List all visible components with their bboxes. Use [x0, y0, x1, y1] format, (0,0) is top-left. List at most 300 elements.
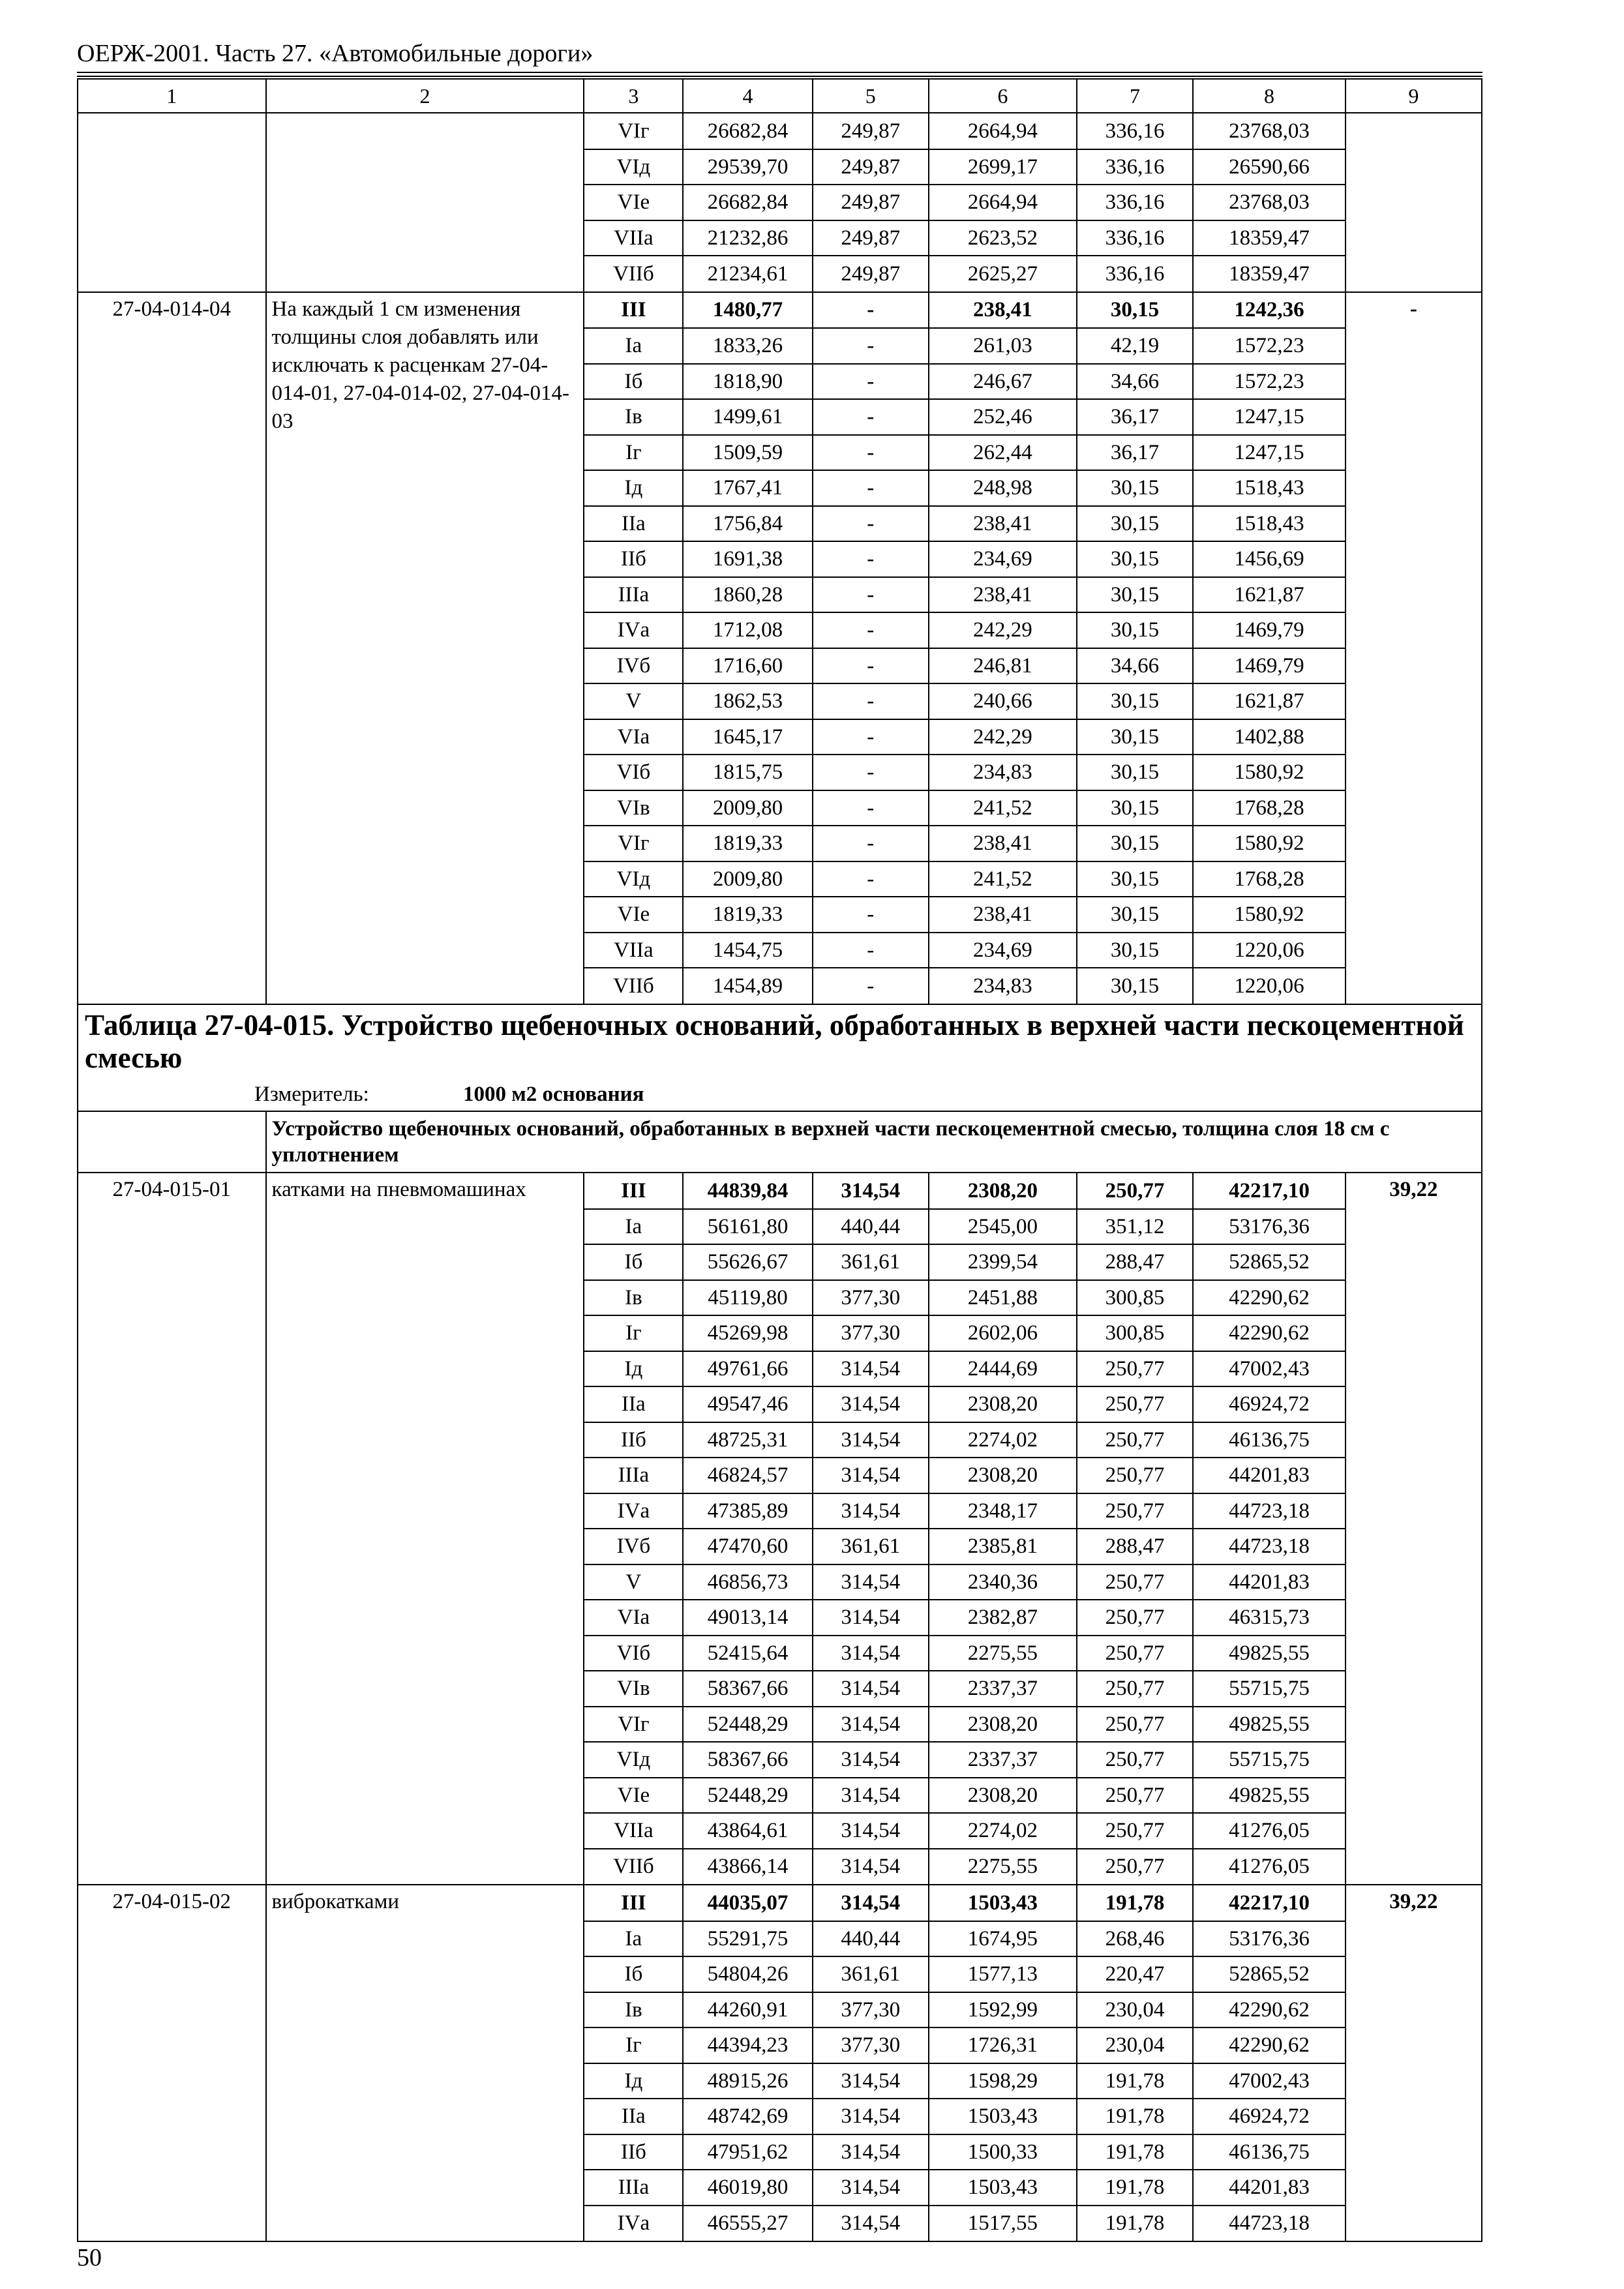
- rate-description: [266, 364, 584, 400]
- rate-value: 377,30: [813, 1280, 929, 1316]
- rate-value: 230,04: [1077, 1992, 1193, 2028]
- rate-value: 314,54: [813, 1813, 929, 1849]
- rate-description: [266, 2099, 584, 2134]
- table-row: [78, 2134, 1482, 2170]
- rate-value: 249,87: [813, 149, 929, 185]
- labor-cost: [1346, 1742, 1482, 1778]
- rate-description: [266, 648, 584, 684]
- rate-value: 49547,46: [683, 1386, 812, 1422]
- table-row: [78, 113, 1482, 149]
- rate-value: 250,77: [1077, 1742, 1193, 1778]
- rate-value: 44839,84: [683, 1173, 812, 1209]
- rate-code: [78, 683, 266, 719]
- rate-value: 314,54: [813, 1600, 929, 1636]
- rate-code: [78, 1244, 266, 1280]
- rate-value: 1691,38: [683, 541, 812, 577]
- rate-value: 248,98: [929, 470, 1077, 506]
- labor-cost: [1346, 541, 1482, 577]
- table-row: [78, 506, 1482, 542]
- rate-code: [78, 1529, 266, 1564]
- rate-value: 288,47: [1077, 1244, 1193, 1280]
- column-number: 5: [813, 79, 929, 113]
- rate-description: [266, 1422, 584, 1458]
- rate-value: 55626,67: [683, 1244, 812, 1280]
- rate-value: 314,54: [813, 1849, 929, 1885]
- rate-value: 30,15: [1077, 861, 1193, 897]
- rate-value: 250,77: [1077, 1707, 1193, 1743]
- table-row: [78, 1244, 1482, 1280]
- rate-value: 1454,75: [683, 933, 812, 968]
- table-row: [78, 968, 1482, 1004]
- table-row: [78, 470, 1482, 506]
- rate-value: -: [813, 399, 929, 435]
- table-row: [78, 256, 1482, 292]
- rate-description: [266, 2134, 584, 2170]
- rate-value: 46555,27: [683, 2206, 812, 2242]
- labor-cost: [1346, 897, 1482, 933]
- rates-table: [77, 78, 1482, 2242]
- rate-value: 45269,98: [683, 1315, 812, 1351]
- rate-value: 46924,72: [1193, 2099, 1345, 2134]
- labor-cost: [1346, 790, 1482, 826]
- rate-value: 30,15: [1077, 933, 1193, 968]
- rate-description: [266, 1280, 584, 1316]
- rate-value: 1500,33: [929, 2134, 1077, 2170]
- rate-value: 1469,79: [1193, 612, 1345, 648]
- measure-cell: [78, 1078, 1482, 1112]
- rate-value: 262,44: [929, 435, 1077, 471]
- rate-value: -: [813, 790, 929, 826]
- rate-value: 1860,28: [683, 577, 812, 613]
- column-number: 8: [1193, 79, 1345, 113]
- labor-cost: [1346, 149, 1482, 185]
- labor-cost: [1346, 968, 1482, 1004]
- rate-value: 2625,27: [929, 256, 1077, 292]
- rate-value: 314,54: [813, 1742, 929, 1778]
- zone-class: IVб: [584, 648, 683, 684]
- rate-value: -: [813, 968, 929, 1004]
- rate-value: 2009,80: [683, 861, 812, 897]
- rate-value: 361,61: [813, 1956, 929, 1992]
- rate-code: 27-04-015-01: [78, 1173, 266, 1209]
- table-row: [78, 826, 1482, 861]
- rate-code: [78, 470, 266, 506]
- rate-value: 1503,43: [929, 2099, 1077, 2134]
- zone-class: VIв: [584, 790, 683, 826]
- rate-value: 440,44: [813, 1209, 929, 1245]
- rate-code: [78, 1600, 266, 1636]
- rate-value: -: [813, 826, 929, 861]
- rate-value: 238,41: [929, 826, 1077, 861]
- measure-label: Измеритель:: [254, 1082, 369, 1106]
- column-number: 6: [929, 79, 1077, 113]
- zone-class: VIIб: [584, 968, 683, 1004]
- zone-class: IVа: [584, 2206, 683, 2242]
- rate-description: [266, 149, 584, 185]
- rate-description: [266, 861, 584, 897]
- labor-cost: [1346, 1921, 1482, 1957]
- labor-cost: [1346, 577, 1482, 613]
- rate-value: 55715,75: [1193, 1671, 1345, 1707]
- rate-value: 1621,87: [1193, 683, 1345, 719]
- labor-cost: [1346, 2027, 1482, 2063]
- rate-value: 30,15: [1077, 612, 1193, 648]
- rate-description: [266, 968, 584, 1004]
- zone-class: VIд: [584, 1742, 683, 1778]
- rate-description: [266, 1173, 584, 1209]
- rate-value: 249,87: [813, 220, 929, 256]
- rate-value: 336,16: [1077, 220, 1193, 256]
- labor-cost: [1346, 328, 1482, 364]
- rate-value: -: [813, 364, 929, 400]
- rate-value: 1645,17: [683, 719, 812, 755]
- zone-class: Iг: [584, 435, 683, 471]
- rate-value: 314,54: [813, 1386, 929, 1422]
- zone-class: III: [584, 1173, 683, 1209]
- zone-class: VIе: [584, 897, 683, 933]
- rate-value: 2009,80: [683, 790, 812, 826]
- rate-value: 1242,36: [1193, 292, 1345, 329]
- zone-class: Iд: [584, 1351, 683, 1387]
- rate-code: [78, 328, 266, 364]
- rate-value: 2385,81: [929, 1529, 1077, 1564]
- rate-description: [266, 1636, 584, 1671]
- rate-value: 58367,66: [683, 1671, 812, 1707]
- labor-cost: [1346, 612, 1482, 648]
- rate-description: [266, 1315, 584, 1351]
- rate-description: [266, 1244, 584, 1280]
- zone-class: Iв: [584, 1280, 683, 1316]
- rate-value: 36,17: [1077, 435, 1193, 471]
- rate-value: 314,54: [813, 1493, 929, 1529]
- zone-class: VIIб: [584, 1849, 683, 1885]
- labor-cost: [1346, 470, 1482, 506]
- table-row: [78, 364, 1482, 400]
- rate-value: 44723,18: [1193, 1529, 1345, 1564]
- rate-value: 44201,83: [1193, 2170, 1345, 2206]
- table-row: [78, 220, 1482, 256]
- rate-value: 240,66: [929, 683, 1077, 719]
- rate-value: 49825,55: [1193, 1707, 1345, 1743]
- table-row: [78, 1351, 1482, 1387]
- rate-value: 1247,15: [1193, 399, 1345, 435]
- rate-value: 2308,20: [929, 1778, 1077, 1814]
- rate-value: 1503,43: [929, 1885, 1077, 1921]
- rate-value: 46924,72: [1193, 1386, 1345, 1422]
- rate-value: 48915,26: [683, 2063, 812, 2099]
- table-row: [78, 435, 1482, 471]
- labor-cost: [1346, 399, 1482, 435]
- zone-class: IIб: [584, 1422, 683, 1458]
- table-row: [78, 1529, 1482, 1564]
- rate-value: 241,52: [929, 861, 1077, 897]
- rate-value: 30,15: [1077, 577, 1193, 613]
- rate-value: 336,16: [1077, 185, 1193, 220]
- rate-description: [266, 897, 584, 933]
- rate-code: [78, 755, 266, 790]
- rate-value: 52865,52: [1193, 1956, 1345, 1992]
- rate-value: 351,12: [1077, 1209, 1193, 1245]
- rate-value: 44035,07: [683, 1885, 812, 1921]
- rate-code: [78, 2170, 266, 2206]
- zone-class: Iв: [584, 399, 683, 435]
- table-row: [78, 1707, 1482, 1743]
- rate-value: 238,41: [929, 506, 1077, 542]
- labor-cost: [1346, 2134, 1482, 2170]
- rate-value: 54804,26: [683, 1956, 812, 1992]
- rate-value: 1509,59: [683, 435, 812, 471]
- rate-value: 46019,80: [683, 2170, 812, 2206]
- rate-value: 250,77: [1077, 1458, 1193, 1493]
- rate-value: 30,15: [1077, 470, 1193, 506]
- rate-value: 1768,28: [1193, 790, 1345, 826]
- zone-class: IIб: [584, 2134, 683, 2170]
- rate-value: 250,77: [1077, 1386, 1193, 1422]
- rate-value: -: [813, 577, 929, 613]
- table-row: [78, 328, 1482, 364]
- zone-class: IIIа: [584, 1458, 683, 1493]
- rate-value: 250,77: [1077, 1636, 1193, 1671]
- section-code-empty: [78, 1111, 266, 1173]
- rate-value: 21234,61: [683, 256, 812, 292]
- rate-value: 30,15: [1077, 683, 1193, 719]
- rate-description: [266, 470, 584, 506]
- zone-class: VIа: [584, 719, 683, 755]
- rate-value: 314,54: [813, 1422, 929, 1458]
- rate-value: 2274,02: [929, 1813, 1077, 1849]
- rate-value: 45119,80: [683, 1280, 812, 1316]
- labor-cost: [1346, 435, 1482, 471]
- header-rule: [77, 72, 1482, 73]
- rate-code: 27-04-015-02: [78, 1885, 266, 1921]
- rate-value: 2382,87: [929, 1600, 1077, 1636]
- rate-value: 252,46: [929, 399, 1077, 435]
- table-row: [78, 1173, 1482, 1209]
- labor-cost: [1346, 2099, 1482, 2134]
- labor-cost: [1346, 1244, 1482, 1280]
- labor-cost: [1346, 1564, 1482, 1600]
- labor-cost: [1346, 1315, 1482, 1351]
- rate-value: -: [813, 612, 929, 648]
- rate-description: [266, 399, 584, 435]
- rate-value: 2348,17: [929, 1493, 1077, 1529]
- column-number: 2: [266, 79, 584, 113]
- rate-description: [266, 1671, 584, 1707]
- rate-value: 314,54: [813, 1636, 929, 1671]
- rate-value: 1499,61: [683, 399, 812, 435]
- rate-code: [78, 1386, 266, 1422]
- rate-description: [266, 1600, 584, 1636]
- table-row: [78, 1778, 1482, 1814]
- rate-code: [78, 113, 266, 149]
- rate-code: [78, 826, 266, 861]
- rate-value: 30,15: [1077, 968, 1193, 1004]
- table-row: [78, 2063, 1482, 2099]
- table-row: [78, 1956, 1482, 1992]
- table-row: [78, 2027, 1482, 2063]
- header-rule-2: [77, 76, 1482, 77]
- rate-value: 41276,05: [1193, 1813, 1345, 1849]
- labor-cost: [1346, 1778, 1482, 1814]
- rate-description: [266, 220, 584, 256]
- zone-class: VIIа: [584, 933, 683, 968]
- rate-value: 52415,64: [683, 1636, 812, 1671]
- rate-value: 26682,84: [683, 185, 812, 220]
- rate-value: 30,15: [1077, 292, 1193, 329]
- zone-class: VIе: [584, 1778, 683, 1814]
- document-header: ОЕРЖ-2001. Часть 27. «Автомобильные дороги»: [77, 40, 594, 67]
- rate-code: [78, 897, 266, 933]
- rate-code: [78, 541, 266, 577]
- table-row: [78, 1422, 1482, 1458]
- rate-description: [266, 2027, 584, 2063]
- rate-value: 43864,61: [683, 1813, 812, 1849]
- rate-value: 2308,20: [929, 1386, 1077, 1422]
- rate-code: [78, 1422, 266, 1458]
- rate-value: 249,87: [813, 256, 929, 292]
- rate-value: 2340,36: [929, 1564, 1077, 1600]
- rate-value: 2699,17: [929, 149, 1077, 185]
- table-row: [78, 1564, 1482, 1600]
- rate-value: 234,83: [929, 968, 1077, 1004]
- rate-code: [78, 220, 266, 256]
- rate-value: -: [813, 897, 929, 933]
- rate-code: [78, 1992, 266, 2028]
- rate-code: [78, 1707, 266, 1743]
- rate-value: 42217,10: [1193, 1173, 1345, 1209]
- rate-code: [78, 2134, 266, 2170]
- labor-cost: [1346, 1671, 1482, 1707]
- rate-value: 261,03: [929, 328, 1077, 364]
- rate-value: 47002,43: [1193, 2063, 1345, 2099]
- rate-value: 2444,69: [929, 1351, 1077, 1387]
- table-row: [78, 1315, 1482, 1351]
- table-row: [78, 719, 1482, 755]
- labor-cost: [1346, 2063, 1482, 2099]
- table-title-row: [78, 1004, 1482, 1078]
- rate-value: 34,66: [1077, 648, 1193, 684]
- rate-value: -: [813, 719, 929, 755]
- rate-code: [78, 612, 266, 648]
- rate-value: 2664,94: [929, 113, 1077, 149]
- column-number: 1: [78, 79, 266, 113]
- labor-cost: [1346, 1707, 1482, 1743]
- table-row: [78, 648, 1482, 684]
- table-row: [78, 683, 1482, 719]
- rate-description: [266, 1849, 584, 1885]
- rate-value: 1503,43: [929, 2170, 1077, 2206]
- zone-class: VIб: [584, 1636, 683, 1671]
- rate-code: [78, 185, 266, 220]
- rate-value: 30,15: [1077, 541, 1193, 577]
- rate-value: 1454,89: [683, 968, 812, 1004]
- labor-cost: [1346, 1636, 1482, 1671]
- rate-value: 314,54: [813, 1671, 929, 1707]
- rate-description: [266, 328, 584, 364]
- rate-value: 440,44: [813, 1921, 929, 1957]
- rate-value: 49825,55: [1193, 1778, 1345, 1814]
- rate-value: 314,54: [813, 2206, 929, 2242]
- rate-code: [78, 1956, 266, 1992]
- rate-value: 250,77: [1077, 1422, 1193, 1458]
- zone-class: V: [584, 683, 683, 719]
- rate-code: [78, 1778, 266, 1814]
- rate-value: 191,78: [1077, 2134, 1193, 2170]
- rate-value: 53176,36: [1193, 1921, 1345, 1957]
- rate-value: 52448,29: [683, 1707, 812, 1743]
- rate-value: 44394,23: [683, 2027, 812, 2063]
- section-description: Устройство щебеночных оснований, обработанных в верхней части пескоцементной смесью, толщина слоя 18 см с уплотнением: [266, 1111, 1482, 1173]
- rate-value: 1580,92: [1193, 897, 1345, 933]
- rate-value: 46136,75: [1193, 1422, 1345, 1458]
- rate-value: 191,78: [1077, 2099, 1193, 2134]
- zone-class: Iд: [584, 2063, 683, 2099]
- rate-description: [266, 755, 584, 790]
- zone-class: VIг: [584, 1707, 683, 1743]
- rate-value: 314,54: [813, 1173, 929, 1209]
- rate-value: 1580,92: [1193, 826, 1345, 861]
- rate-value: 1712,08: [683, 612, 812, 648]
- zone-class: Iг: [584, 1315, 683, 1351]
- zone-class: Iб: [584, 1956, 683, 1992]
- labor-cost: [1346, 506, 1482, 542]
- rate-value: 336,16: [1077, 256, 1193, 292]
- labor-cost: [1346, 1956, 1482, 1992]
- rate-value: 1518,43: [1193, 470, 1345, 506]
- description-text: На каждый 1 см изменения толщины слоя добавлять или исключать к расценкам 27-04-014-01, 27-04-014-02, 27-04-014-03: [271, 297, 569, 433]
- rate-value: 242,29: [929, 719, 1077, 755]
- rate-description: [266, 1813, 584, 1849]
- rate-code: [78, 861, 266, 897]
- rate-value: 377,30: [813, 2027, 929, 2063]
- table-row: [78, 1636, 1482, 1671]
- rate-value: 246,67: [929, 364, 1077, 400]
- rate-value: 1621,87: [1193, 577, 1345, 613]
- rate-value: 1480,77: [683, 292, 812, 329]
- rate-value: 47951,62: [683, 2134, 812, 2170]
- section-description-row: [78, 1111, 1482, 1173]
- rate-code: [78, 1742, 266, 1778]
- measure-value: 1000 м2 основания: [463, 1082, 644, 1106]
- rate-value: 250,77: [1077, 1813, 1193, 1849]
- rate-value: 314,54: [813, 2063, 929, 2099]
- rate-value: 46136,75: [1193, 2134, 1345, 2170]
- labor-cost: [1346, 861, 1482, 897]
- rate-code: [78, 577, 266, 613]
- rate-value: 2451,88: [929, 1280, 1077, 1316]
- rate-code: [78, 933, 266, 968]
- rate-value: 41276,05: [1193, 1849, 1345, 1885]
- table-row: [78, 790, 1482, 826]
- zone-class: V: [584, 1564, 683, 1600]
- rate-description: [266, 256, 584, 292]
- description-text: катками на пневмомашинах: [271, 1178, 526, 1201]
- rate-value: 234,69: [929, 933, 1077, 968]
- rate-value: -: [813, 933, 929, 968]
- rate-value: 2308,20: [929, 1707, 1077, 1743]
- rate-code: 27-04-014-04: [78, 292, 266, 329]
- rate-value: 2545,00: [929, 1209, 1077, 1245]
- rate-description: [266, 1209, 584, 1245]
- column-number: 7: [1077, 79, 1193, 113]
- rate-code: [78, 1849, 266, 1885]
- labor-cost: [1346, 648, 1482, 684]
- rate-value: 2664,94: [929, 185, 1077, 220]
- rate-value: 2623,52: [929, 220, 1077, 256]
- column-number: 4: [683, 79, 812, 113]
- rate-value: 30,15: [1077, 506, 1193, 542]
- zone-class: IIа: [584, 506, 683, 542]
